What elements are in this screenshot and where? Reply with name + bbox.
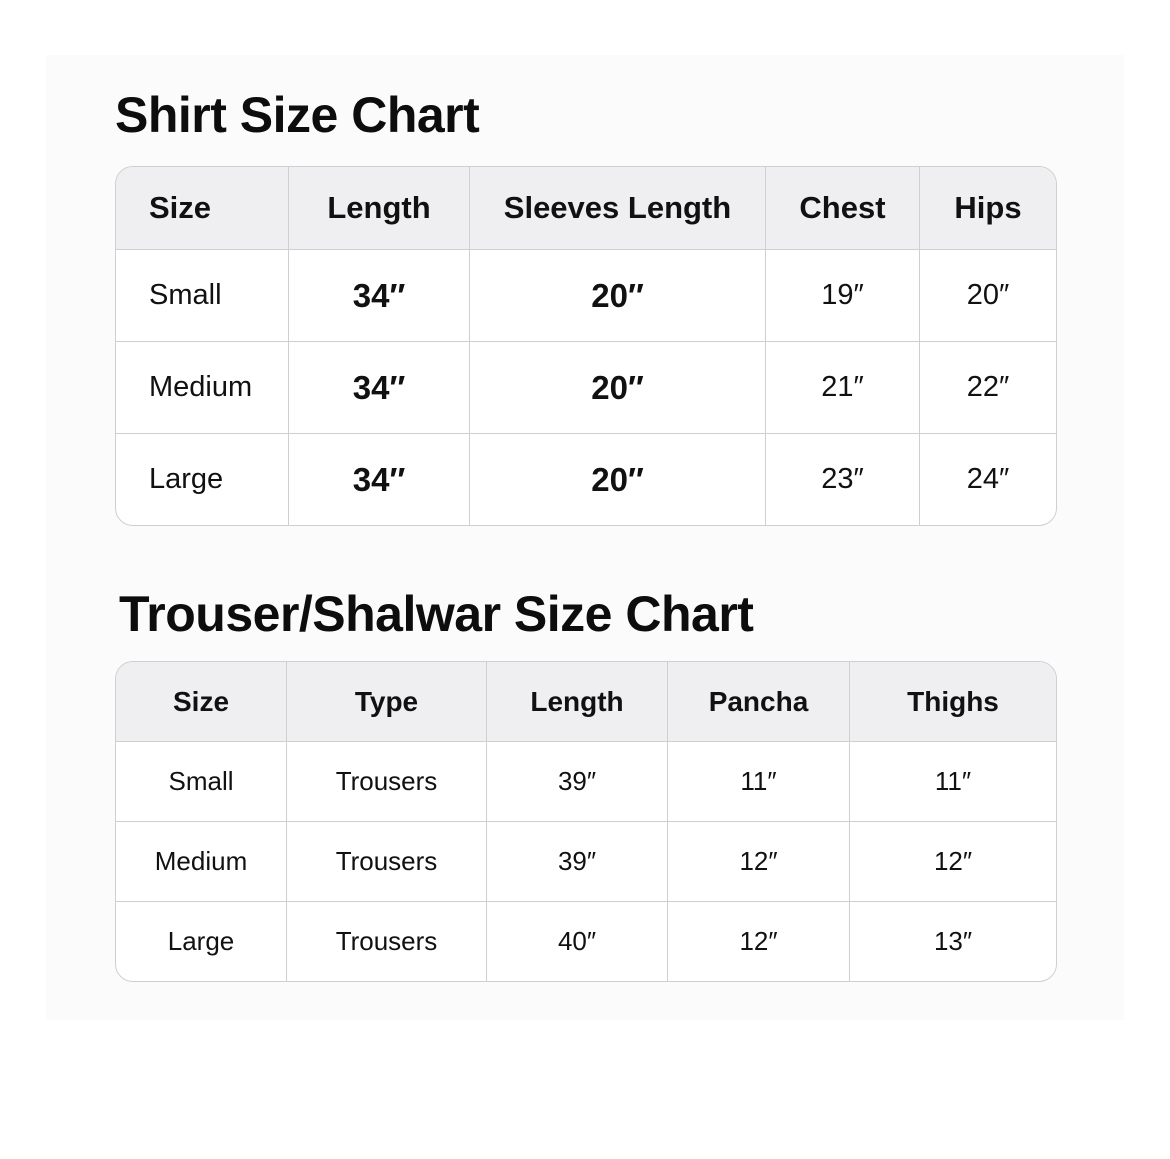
trouser-size-table	[115, 661, 1057, 982]
cell-length: 39″	[487, 822, 668, 902]
cell-length: 39″	[487, 742, 668, 822]
cell-pancha: 12″	[668, 902, 850, 981]
header-size: Size	[116, 662, 287, 742]
table-row	[116, 822, 1056, 902]
cell-chest: 23″	[766, 434, 920, 525]
table-header-row	[116, 167, 1056, 250]
header-length: Length	[289, 167, 470, 250]
cell-length: 34″	[289, 434, 470, 525]
header-pancha: Pancha	[668, 662, 850, 742]
header-type: Type	[287, 662, 487, 742]
table-header-row	[116, 662, 1056, 742]
cell-sleeves-length: 20″	[470, 434, 766, 525]
header-length: Length	[487, 662, 668, 742]
cell-size: Small	[116, 250, 289, 342]
cell-size: Large	[116, 434, 289, 525]
cell-size: Medium	[116, 822, 287, 902]
cell-chest: 21″	[766, 342, 920, 434]
cell-hips: 24″	[966, 463, 1010, 495]
trouser-chart-title: Trouser/Shalwar Size Chart	[119, 586, 754, 642]
cell-size: Large	[116, 902, 287, 981]
table-row	[116, 250, 1056, 342]
cell-thighs: 11″	[850, 742, 1056, 822]
header-size: Size	[116, 167, 289, 250]
cell-hips: 20″	[920, 250, 1056, 342]
cell-type: Trousers	[287, 742, 487, 822]
table-row	[116, 902, 1056, 981]
cell-sleeves-length: 20″	[470, 342, 766, 434]
cell-thighs: 12″	[850, 822, 1056, 902]
cell-hips: 22″	[920, 342, 1056, 434]
cell-pancha: 12″	[668, 822, 850, 902]
table-row	[116, 742, 1056, 822]
table-row	[116, 434, 1056, 525]
header-sleeves-length: Sleeves Length	[470, 167, 766, 250]
cell-size: Small	[116, 742, 287, 822]
cell-sleeves-length: 20″	[470, 250, 766, 342]
cell-size: Medium	[116, 342, 289, 434]
header-hips: Hips	[920, 167, 1056, 250]
shirt-size-table	[115, 166, 1057, 526]
header-chest: Chest	[766, 167, 920, 250]
shirt-chart-title: Shirt Size Chart	[115, 87, 480, 143]
cell-thighs: 13″	[933, 926, 973, 956]
cell-length: 40″	[487, 902, 668, 981]
cell-type: Trousers	[287, 822, 487, 902]
cell-length: 34″	[289, 342, 470, 434]
cell-type: Trousers	[287, 902, 487, 981]
cell-pancha: 11″	[668, 742, 850, 822]
header-thighs: Thighs	[850, 662, 1056, 742]
cell-length: 34″	[289, 250, 470, 342]
table-row	[116, 342, 1056, 434]
cell-chest: 19″	[766, 250, 920, 342]
